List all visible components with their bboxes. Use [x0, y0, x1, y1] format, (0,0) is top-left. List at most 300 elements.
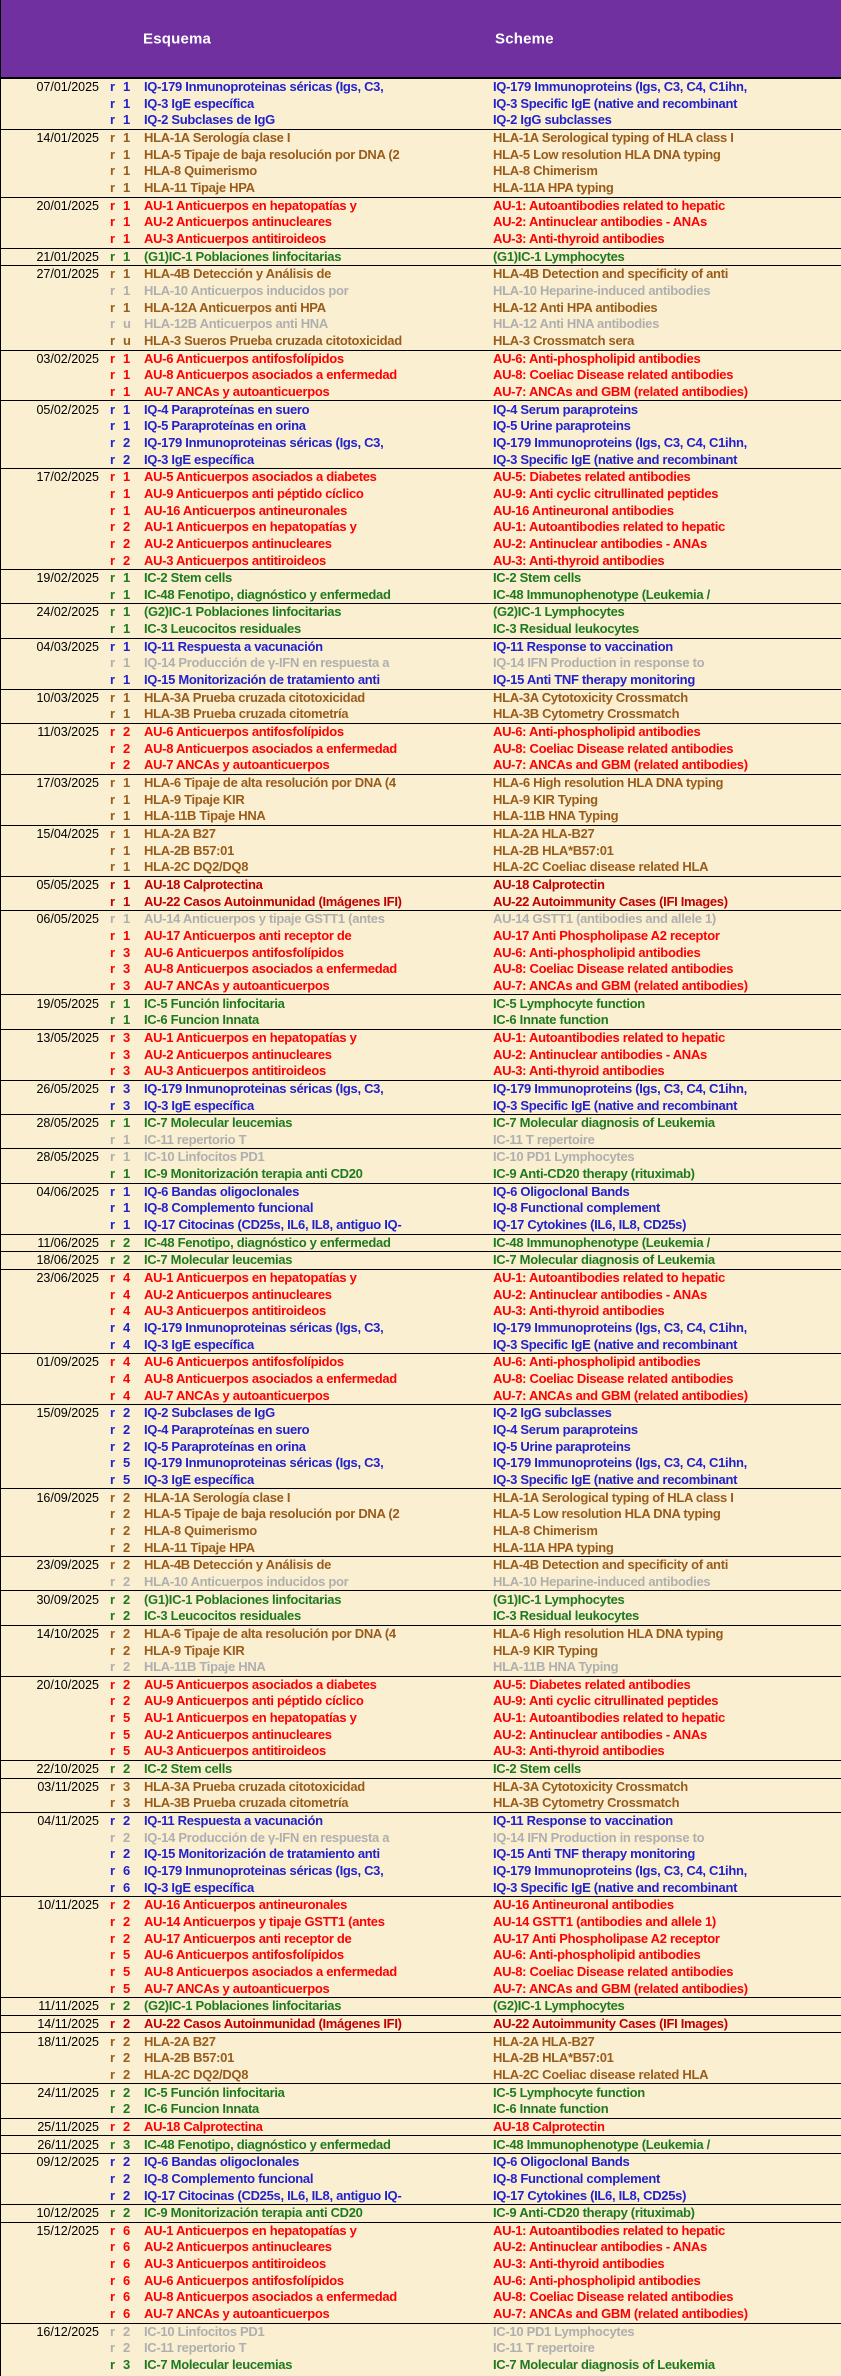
revision-number: 2 [123, 2187, 130, 2203]
scheme-name-es: HLA-10 Anticuerpos inducidos por [144, 283, 349, 298]
table-row [1, 112, 841, 129]
revision-number: 1 [123, 638, 130, 654]
table-row [1, 435, 841, 452]
table-row [1, 757, 841, 774]
table-row [1, 2187, 841, 2204]
revision-number: 3 [123, 1029, 130, 1045]
revision-number: 2 [123, 2323, 130, 2339]
scheme-name-es: HLA-4B Detección y Análisis de [144, 266, 332, 282]
row-marker: r [110, 1829, 115, 1845]
scheme-name-en: AU-2: Antinuclear antibodies - ANAs [493, 2239, 707, 2255]
row-marker: r [110, 944, 115, 960]
scheme-name-es: AU-9 Anticuerpos anti péptido cíclico [144, 1693, 364, 1709]
date-group [1, 2136, 841, 2154]
revision-number: 1 [123, 859, 130, 875]
table-row [1, 2223, 841, 2240]
row-marker: r [110, 961, 115, 977]
scheme-name-en: AU-18 Calprotectin [493, 2118, 605, 2134]
date-cell: 06/05/2025 [36, 912, 99, 927]
revision-number: 1 [123, 248, 130, 264]
scheme-name-es: HLA-9 Tipaje KIR [144, 1642, 245, 1658]
revision-number: 3 [123, 944, 130, 960]
table-row [1, 1149, 841, 1166]
scheme-name-es: IC-3 Leucocitos residuales [144, 1608, 301, 1624]
date-group [1, 570, 841, 604]
date-cell: 10/11/2025 [37, 1898, 99, 1913]
date-cell: 18/06/2025 [36, 1253, 99, 1268]
scheme-name-es: HLA-3A Prueba cruzada citotoxicidad [144, 1778, 365, 1794]
date-cell: 17/03/2025 [36, 776, 99, 791]
scheme-name-es: HLA-2C DQ2/DQ8 [144, 859, 249, 875]
row-marker: r [110, 1063, 115, 1079]
scheme-name-en: IQ-8 Functional complement [493, 1200, 660, 1216]
revision-number: 2 [123, 1761, 130, 1777]
revision-number: 2 [123, 2154, 130, 2170]
date-cell: 14/01/2025 [36, 131, 99, 146]
table-row [1, 1303, 841, 1320]
table-row [1, 1063, 841, 1080]
date-cell: 16/09/2025 [36, 1490, 99, 1505]
table-row [1, 2239, 841, 2256]
table-row [1, 2084, 841, 2101]
scheme-name-es: AU-9 Anticuerpos anti péptido cíclico [144, 485, 364, 501]
scheme-name-en: AU-14 GSTT1 (antibodies and allele 1) [493, 911, 716, 927]
scheme-name-en: HLA-4B Detection and specificity of anti [493, 1557, 729, 1573]
scheme-name-es: IQ-4 Paraproteínas en suero [144, 401, 310, 417]
table-row [1, 894, 841, 911]
scheme-name-en: IQ-3 Specific IgE (native and recombinant [493, 1336, 738, 1352]
table-row [1, 147, 841, 164]
row-marker: r [110, 1438, 115, 1454]
scheme-name-en: AU-18 Calprotectin [493, 876, 605, 892]
scheme-name-en: AU-2: Antinuclear antibodies - ANAs [493, 1046, 707, 1062]
date-group [1, 2205, 841, 2223]
row-marker: r [110, 316, 115, 332]
scheme-name-en: IQ-179 Immunoproteins (Igs, C3, C4, C1ihn, [493, 1320, 747, 1336]
row-marker: r [110, 1387, 115, 1403]
date-group [1, 1779, 841, 1813]
date-cell: 04/06/2025 [36, 1184, 99, 1199]
row-marker: r [110, 1320, 115, 1336]
revision-number: 4 [123, 1371, 130, 1386]
date-cell: 19/02/2025 [36, 571, 99, 586]
scheme-name-en: AU-5: Diabetes related antibodies [493, 1676, 691, 1692]
scheme-name-en: AU-16 Antineuronal antibodies [493, 1897, 674, 1913]
scheme-name-en: AU-6: Anti-phospholipid antibodies [493, 350, 701, 366]
scheme-name-es: AU-18 Calprotectina [144, 2118, 263, 2134]
table-row [1, 1217, 841, 1234]
scheme-name-en: (G2)IC-1 Lymphocytes [493, 1998, 625, 2014]
table-row [1, 469, 841, 486]
revision-number: 1 [123, 927, 130, 943]
date-cell: 25/11/2025 [37, 2119, 99, 2134]
row-marker: r [110, 638, 115, 654]
row-marker: r [110, 604, 115, 620]
date-cell: 03/02/2025 [36, 351, 99, 366]
date-group [1, 249, 841, 267]
table-row [1, 978, 841, 995]
scheme-name-en: IQ-2 IgG subclasses [493, 1405, 612, 1421]
date-group [1, 1252, 841, 1270]
row-marker: r [110, 2066, 115, 2082]
row-marker: r [110, 418, 115, 434]
table-row [1, 1964, 841, 1981]
scheme-name-es: IQ-179 Inmunoproteinas séricas (Igs, C3, [144, 1455, 384, 1471]
scheme-name-es: HLA-11 Tipaje HPA [144, 1539, 255, 1555]
revision-number: 1 [123, 1217, 130, 1233]
revision-number: 2 [123, 2066, 130, 2082]
date-group [1, 2084, 841, 2118]
scheme-name-en: HLA-5 Low resolution HLA DNA typing [493, 1506, 721, 1522]
table-row [1, 1557, 841, 1574]
table-row [1, 1880, 841, 1897]
scheme-name-en: IQ-15 Anti TNF therapy monitoring [493, 672, 695, 688]
row-marker: r [110, 535, 115, 551]
scheme-name-es: AU-22 Casos Autoinmunidad (Imágenes IFI) [144, 2015, 402, 2031]
scheme-name-es: IQ-179 Inmunoproteinas séricas (Igs, C3, [144, 434, 384, 450]
table-row [1, 690, 841, 707]
row-marker: r [110, 469, 115, 485]
scheme-name-en: IC-11 T repertoire [493, 1131, 595, 1147]
table-row [1, 2205, 841, 2222]
table-row [1, 672, 841, 689]
table-row [1, 1779, 841, 1796]
scheme-name-es: AU-1 Anticuerpos en hepatopatías y [144, 1710, 357, 1726]
table-row [1, 2067, 841, 2084]
row-marker: r [110, 1914, 115, 1929]
revision-number: 6 [123, 2239, 130, 2255]
scheme-name-en: IQ-15 Anti TNF therapy monitoring [493, 1846, 695, 1862]
revision-number: 2 [123, 1438, 130, 1454]
date-group [1, 690, 841, 724]
table-row [1, 1863, 841, 1880]
scheme-name-en: IC-6 Innate function [493, 2101, 609, 2117]
scheme-name-en: AU-17 Anti Phospholipase A2 receptor [493, 927, 720, 943]
revision-number: 1 [123, 1166, 130, 1182]
scheme-name-es: AU-2 Anticuerpos antinucleares [144, 1726, 332, 1742]
revision-number: 1 [123, 214, 130, 230]
table-row [1, 2154, 841, 2171]
row-marker: r [110, 1743, 115, 1759]
table-row [1, 1405, 841, 1422]
row-marker: r [110, 706, 115, 722]
scheme-name-es: IQ-8 Complemento funcional [144, 1200, 314, 1216]
scheme-name-en: HLA-1A Serological typing of HLA class I [493, 130, 734, 146]
row-marker: r [110, 502, 115, 518]
revision-number: 1 [123, 826, 130, 841]
row-marker: r [110, 350, 115, 366]
scheme-name-en: AU-8: Coeliac Disease related antibodies [493, 2289, 734, 2305]
table-row [1, 231, 841, 248]
revision-number: 1 [123, 706, 130, 722]
revision-number: 3 [123, 961, 130, 977]
scheme-name-es: IQ-3 IgE específica [144, 1471, 254, 1487]
revision-number: 1 [123, 1131, 130, 1147]
row-marker: r [110, 859, 115, 875]
scheme-name-es: HLA-1A Serología clase I [144, 1489, 291, 1505]
revision-number: 5 [123, 1963, 130, 1979]
scheme-name-en: HLA-3A Cytotoxicity Crossmatch [493, 689, 688, 705]
scheme-name-es: AU-2 Anticuerpos antinucleares [144, 1286, 332, 1302]
scheme-name-en: IQ-179 Immunoproteins (Igs, C3, C4, C1ihn, [493, 79, 747, 95]
date-cell: 09/12/2025 [36, 2155, 99, 2170]
date-cell: 24/02/2025 [36, 605, 99, 620]
revision-number: 1 [123, 401, 130, 417]
row-marker: r [110, 1642, 115, 1658]
revision-number: 3 [123, 977, 130, 993]
date-cell: 20/01/2025 [36, 198, 99, 213]
row-marker: r [110, 1761, 115, 1777]
date-group [1, 198, 841, 249]
scheme-name-es: AU-6 Anticuerpos antifosfolípidos [144, 1947, 344, 1963]
scheme-name-en: HLA-10 Heparine-induced antibodies [493, 1573, 711, 1589]
scheme-name-en: IC-5 Lymphocyte function [493, 995, 645, 1011]
row-marker: r [110, 1947, 115, 1963]
scheme-name-es: HLA-11B Tipaje HNA [144, 808, 266, 824]
table-row [1, 1081, 841, 1098]
scheme-name-en: HLA-12 Anti HNA antibodies [493, 316, 660, 332]
date-cell: 14/11/2025 [37, 2016, 99, 2031]
revision-number: 2 [123, 2340, 130, 2356]
revision-number: 2 [123, 2050, 130, 2066]
scheme-name-es: AU-8 Anticuerpos asociados a enfermedad [144, 961, 397, 977]
row-marker: r [110, 1303, 115, 1319]
row-marker: r [110, 1183, 115, 1199]
scheme-name-es: HLA-3B Prueba cruzada citometría [144, 706, 349, 722]
table-row [1, 367, 841, 384]
table-row [1, 944, 841, 961]
table-row [1, 1539, 841, 1556]
table-row [1, 418, 841, 435]
revision-number: 2 [123, 1846, 130, 1862]
revision-number: 2 [123, 1998, 130, 2014]
scheme-name-en: AU-7: ANCAs and GBM (related antibodies) [493, 2306, 748, 2322]
table-row [1, 1981, 841, 1998]
row-marker: r [110, 401, 115, 417]
scheme-name-en: HLA-11A HPA typing [493, 1539, 614, 1555]
scheme-name-es: IQ-15 Monitorización de tratamiento anti [144, 672, 380, 688]
scheme-name-en: AU-8: Coeliac Disease related antibodies [493, 1371, 734, 1386]
scheme-name-es: IC-2 Stem cells [144, 1761, 232, 1777]
scheme-name-es: IC-48 Fenotipo, diagnóstico y enfermedad [144, 2136, 391, 2152]
scheme-name-en: HLA-2B HLA*B57:01 [493, 842, 614, 858]
revision-number: 1 [123, 655, 130, 671]
scheme-name-es: (G1)IC-1 Poblaciones linfocitarias [144, 1591, 342, 1607]
scheme-name-es: AU-7 ANCAs y autoanticuerpos [144, 1980, 330, 1996]
scheme-name-es: AU-1 Anticuerpos en hepatopatías y [144, 2222, 357, 2238]
scheme-name-es: IQ-2 Subclases de IgG [144, 112, 275, 128]
row-marker: r [110, 826, 115, 841]
date-cell: 24/11/2025 [37, 2085, 99, 2100]
scheme-name-es: AU-8 Anticuerpos asociados a enfermedad [144, 2289, 397, 2305]
scheme-name-en: HLA-5 Low resolution HLA DNA typing [493, 146, 721, 162]
revision-number: 2 [123, 451, 130, 467]
revision-number: 4 [123, 1320, 130, 1336]
table-row [1, 1166, 841, 1183]
table-row [1, 792, 841, 809]
row-marker: r [110, 1252, 115, 1268]
date-cell: 26/05/2025 [36, 1081, 99, 1096]
scheme-name-en: AU-2: Antinuclear antibodies - ANAs [493, 535, 707, 551]
scheme-name-es: IQ-3 IgE específica [144, 1097, 254, 1113]
revision-number: 1 [123, 791, 130, 807]
revision-number: 1 [123, 502, 130, 518]
row-marker: r [110, 586, 115, 602]
table-row [1, 775, 841, 792]
scheme-name-es: IQ-3 IgE específica [144, 95, 254, 111]
scheme-name-en: AU-22 Autoimmunity Cases (IFI Images) [493, 893, 728, 909]
date-group [1, 911, 841, 995]
revision-number: 1 [123, 842, 130, 858]
date-cell: 18/11/2025 [37, 2034, 99, 2049]
scheme-name-en: AU-1: Autoantibodies related to hepatic [493, 197, 725, 213]
table-row [1, 351, 841, 368]
table-row [1, 928, 841, 945]
date-cell: 23/09/2025 [36, 1558, 99, 1573]
scheme-name-es: IQ-5 Paraproteínas en orina [144, 418, 306, 434]
row-marker: r [110, 2084, 115, 2100]
revision-number: 1 [123, 146, 130, 162]
scheme-name-en: HLA-10 Heparine-induced antibodies [493, 283, 711, 298]
scheme-name-en: IC-2 Stem cells [493, 1761, 581, 1777]
table-row [1, 1710, 841, 1727]
row-marker: r [110, 1522, 115, 1538]
scheme-name-es: HLA-12B Anticuerpos anti HNA [144, 316, 328, 332]
table-row [1, 1235, 841, 1252]
scheme-name-en: AU-1: Autoantibodies related to hepatic [493, 2222, 725, 2238]
date-group [1, 79, 841, 130]
row-marker: r [110, 2256, 115, 2272]
scheme-name-es: AU-14 Anticuerpos y tipaje GSTT1 (antes [144, 911, 385, 927]
row-marker: r [110, 248, 115, 264]
table-row [1, 401, 841, 418]
scheme-name-en: AU-2: Antinuclear antibodies - ANAs [493, 1726, 707, 1742]
row-marker: r [110, 2136, 115, 2152]
table-row [1, 1439, 841, 1456]
row-marker: r [110, 1591, 115, 1607]
row-marker: r [110, 1998, 115, 2014]
revision-number: 6 [123, 2256, 130, 2272]
date-group [1, 2223, 841, 2324]
table-row [1, 451, 841, 468]
revision-number: 2 [123, 1813, 130, 1829]
scheme-name-en: IC-9 Anti-CD20 therapy (rituximab) [493, 1166, 695, 1182]
scheme-name-es: HLA-2C DQ2/DQ8 [144, 2066, 249, 2082]
date-cell: 10/12/2025 [36, 2206, 99, 2221]
scheme-name-en: IQ-14 IFN Production in response to [493, 1829, 705, 1845]
row-marker: r [110, 2154, 115, 2170]
row-marker: r [110, 2170, 115, 2186]
date-group [1, 1405, 841, 1489]
table-row [1, 1659, 841, 1676]
table-row [1, 1270, 841, 1287]
table-row [1, 808, 841, 825]
revision-number: 4 [123, 1336, 130, 1352]
revision-number: 1 [123, 266, 130, 282]
row-marker: r [110, 383, 115, 399]
revision-number: 2 [123, 740, 130, 756]
table-row [1, 266, 841, 283]
date-cell: 17/02/2025 [36, 470, 99, 485]
row-marker: r [110, 893, 115, 909]
revision-number: 5 [123, 1471, 130, 1487]
row-marker: r [110, 1676, 115, 1692]
table-row [1, 283, 841, 300]
scheme-name-es: HLA-10 Anticuerpos inducidos por [144, 1573, 349, 1589]
revision-number: 5 [123, 1710, 130, 1726]
esquema-column-header: Esquema [143, 30, 212, 47]
row-marker: r [110, 2222, 115, 2238]
table-row [1, 1097, 841, 1114]
row-marker: r [110, 2357, 115, 2373]
scheme-name-es: IQ-6 Bandas oligoclonales [144, 1183, 300, 1199]
scheme-name-es: IC-7 Molecular leucemias [144, 1115, 293, 1131]
date-group [1, 877, 841, 911]
row-marker: r [110, 1455, 115, 1471]
date-group [1, 1677, 841, 1761]
scheme-name-en: HLA-8 Chimerism [493, 163, 598, 179]
table-row [1, 1846, 841, 1863]
scheme-name-en: IC-48 Immunophenotype (Leukemia / [493, 1234, 710, 1250]
scheme-name-es: IQ-11 Respuesta a vacunación [144, 1813, 323, 1829]
table-header [1, 0, 841, 79]
row-marker: r [110, 1371, 115, 1386]
table-row [1, 1472, 841, 1489]
date-group [1, 1761, 841, 1779]
scheme-name-en: HLA-12 Anti HPA antibodies [493, 299, 658, 315]
scheme-name-es: IC-5 Función linfocitaria [144, 995, 285, 1011]
table-row [1, 2273, 841, 2290]
revision-number: 3 [123, 1080, 130, 1096]
date-cell: 11/06/2025 [37, 1235, 99, 1250]
table-row [1, 859, 841, 876]
revision-number: 1 [123, 163, 130, 179]
table-row [1, 1337, 841, 1354]
table-row [1, 249, 841, 266]
row-marker: r [110, 1863, 115, 1879]
row-marker: r [110, 876, 115, 892]
scheme-name-en: AU-3: Anti-thyroid antibodies [493, 1743, 665, 1759]
table-row [1, 1608, 841, 1625]
revision-number: 1 [123, 231, 130, 247]
scheme-name-en: IQ-6 Oligoclonal Bands [493, 1183, 630, 1199]
scheme-name-es: AU-3 Anticuerpos antitiroideos [144, 1303, 326, 1319]
scheme-name-es: HLA-11B Tipaje HNA [144, 1659, 266, 1675]
date-group [1, 1235, 841, 1253]
date-cell: 27/01/2025 [36, 267, 99, 282]
date-group [1, 1354, 841, 1405]
revision-number: 1 [123, 1115, 130, 1131]
table-row [1, 2289, 841, 2306]
date-cell: 15/12/2025 [36, 2223, 99, 2238]
scheme-name-en: IC-7 Molecular diagnosis of Leukemia [493, 1115, 715, 1131]
revision-number: u [123, 316, 131, 332]
scheme-name-es: IQ-3 IgE específica [144, 451, 254, 467]
scheme-name-es: AU-8 Anticuerpos asociados a enfermedad [144, 1371, 397, 1386]
scheme-name-es: AU-17 Anticuerpos anti receptor de [144, 927, 352, 943]
row-marker: r [110, 1539, 115, 1555]
scheme-name-en: IQ-3 Specific IgE (native and recombinant [493, 1879, 738, 1895]
table-row [1, 843, 841, 860]
scheme-name-en: IC-7 Molecular diagnosis of Leukemia [493, 2357, 715, 2373]
scheme-name-es: IC-7 Molecular leucemias [144, 1252, 293, 1268]
scheme-name-es: IQ-15 Monitorización de tratamiento anti [144, 1846, 380, 1862]
scheme-name-en: IC-7 Molecular diagnosis of Leukemia [493, 1252, 715, 1268]
scheme-name-es: AU-14 Anticuerpos y tipaje GSTT1 (antes [144, 1914, 385, 1929]
date-group [1, 1270, 841, 1354]
scheme-name-es: IC-11 repertorio T [144, 1131, 247, 1147]
scheme-name-es: AU-7 ANCAs y autoanticuerpos [144, 2306, 330, 2322]
